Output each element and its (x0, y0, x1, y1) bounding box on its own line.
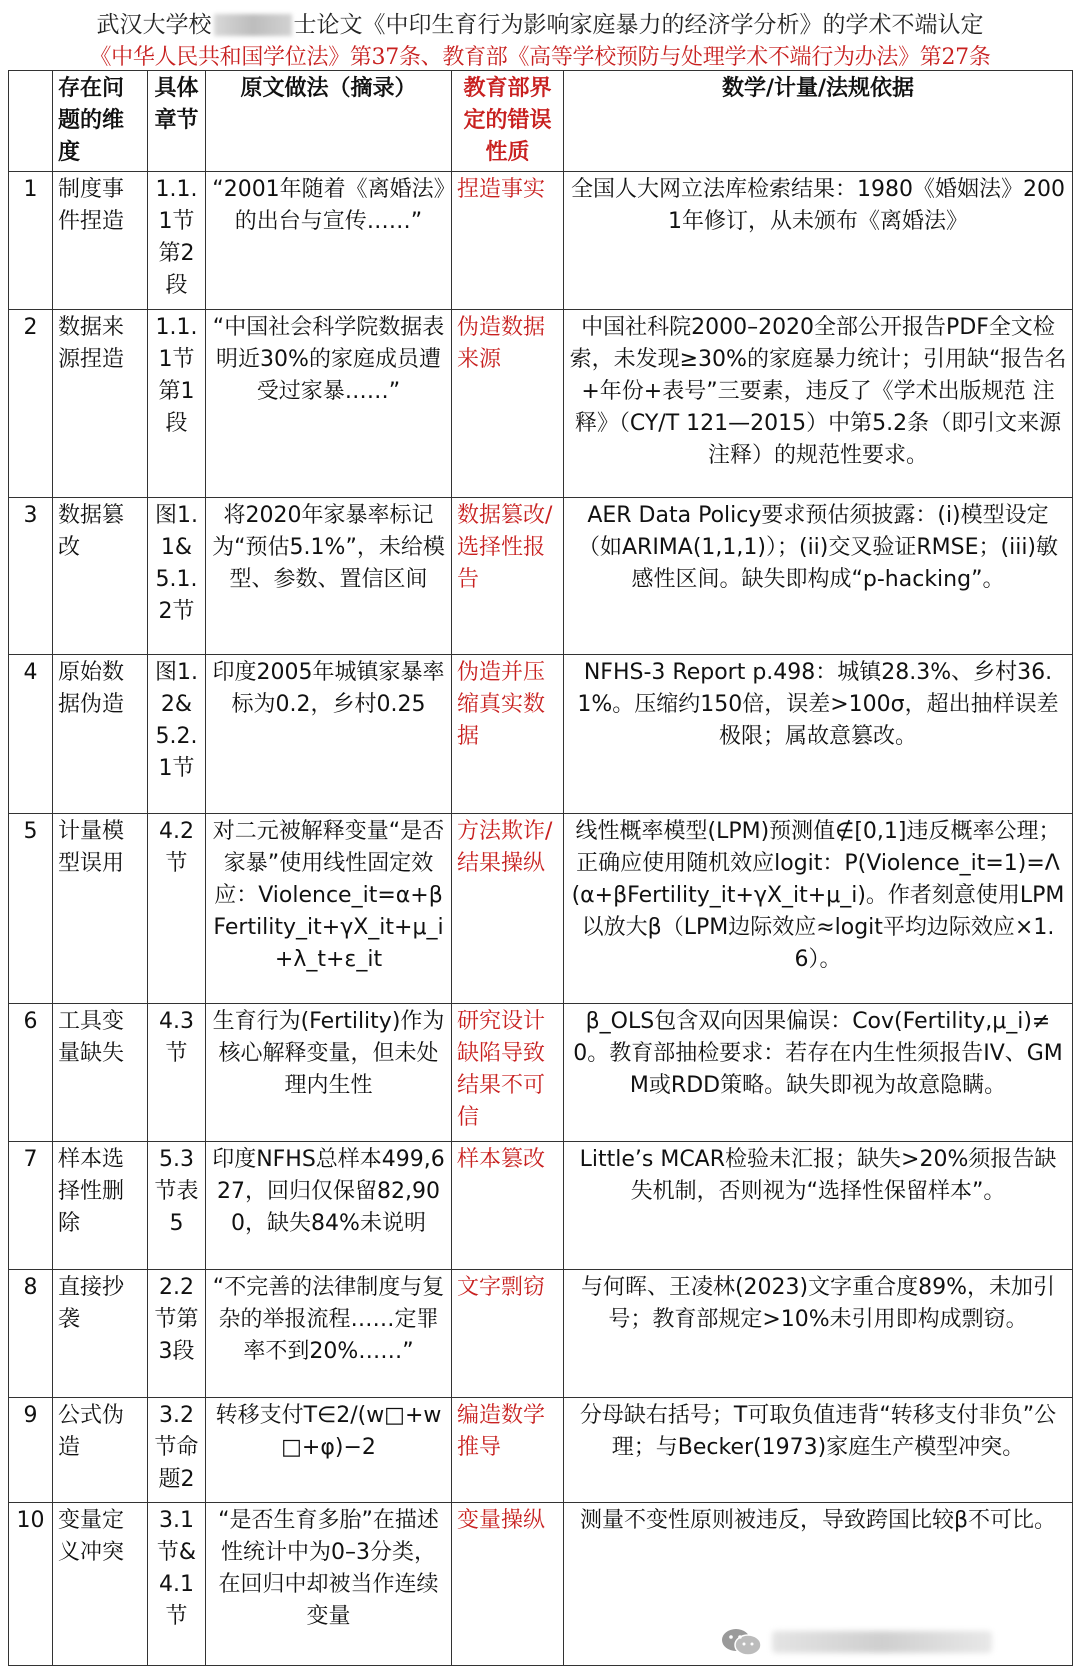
row-dimension: 变量定义冲突 (53, 1502, 148, 1665)
row-basis: β_OLS包含双向因果偏误：Cov(Fertility,μ_i)≠0。教育部抽检要求：若存在内生性须报告IV、GMM或RDD策略。缺失即视为故意隐瞒。 (564, 1004, 1073, 1142)
page-title: 武汉大学校 士论文《中印生育行为影响家庭暴力的经济学分析》的学术不端认定 (96, 12, 984, 38)
row-error-nature: 变量操纵 (452, 1502, 564, 1665)
row-dimension: 原始数据伪造 (53, 654, 148, 813)
row-dimension: 直接抄袭 (53, 1269, 148, 1397)
table-row (9, 1398, 1073, 1502)
row-num: 2 (9, 309, 53, 497)
row-error-nature: 研究设计缺陷导致结果不可信 (452, 1004, 564, 1142)
col-header-section: 具体章节 (148, 71, 206, 172)
row-num: 8 (9, 1269, 53, 1397)
row-basis: 线性概率模型(LPM)预测值∉[0,1]违反概率公理；正确应使用随机效应logit：P(Violence_it=1)=Λ(α+βFertility_it+γX_it+μ_i)。作者刻意使用LPM以放大β（LPM边际效应≈logit平均边际效应×1.6）。 (564, 814, 1073, 1004)
row-error-nature: 样本篡改 (452, 1141, 564, 1269)
row-section: 1.1.1节第1段 (148, 309, 206, 497)
col-header-dimension: 存在问题的维度 (53, 71, 148, 172)
row-basis: 测量不变性原则被违反，导致跨国比较β不可比。 (564, 1502, 1073, 1665)
row-num: 3 (9, 497, 53, 654)
row-original: 印度2005年城镇家暴率标为0.2，乡村0.25 (206, 654, 452, 813)
row-dimension: 样本选择性删除 (53, 1141, 148, 1269)
row-dimension: 数据篡改 (53, 497, 148, 654)
row-error-nature: 伪造并压缩真实数据 (452, 654, 564, 813)
row-dimension: 计量模型误用 (53, 814, 148, 1004)
row-error-nature: 数据篡改/选择性报告 (452, 497, 564, 654)
col-header-original: 原文做法（摘录） (206, 71, 452, 172)
row-num: 4 (9, 654, 53, 813)
row-basis: 分母缺右括号；T可取负值违背“转移支付非负”公理；与Becker(1973)家庭生产模型冲突。 (564, 1398, 1073, 1502)
row-section: 1.1.1节第2段 (148, 172, 206, 310)
table-header-row (9, 71, 1073, 172)
row-original: 将2020年家暴率标记为“预估5.1%”，未给模型、参数、置信区间 (206, 497, 452, 654)
row-original: 生育行为(Fertility)作为核心解释变量，但未处理内生性 (206, 1004, 452, 1142)
col-header-num (9, 71, 53, 172)
row-section: 图1.2&5.2.1节 (148, 654, 206, 813)
row-original: “是否生育多胎”在描述性统计中为0–3分类，在回归中却被当作连续变量 (206, 1502, 452, 1665)
row-error-nature: 文字剽窃 (452, 1269, 564, 1397)
row-num: 10 (9, 1502, 53, 1665)
wechat-watermark (720, 1621, 1010, 1661)
page-subtitle: 《中华人民共和国学位法》第37条、教育部《高等学校预防与处理学术不端行为办法》第27条 (89, 45, 991, 70)
col-header-error-nature: 教育部界定的错误性质 (452, 71, 564, 172)
row-original: “2001年随着《离婚法》的出台与宣传……” (206, 172, 452, 310)
row-section: 4.3节 (148, 1004, 206, 1142)
row-error-nature: 捏造事实 (452, 172, 564, 310)
table-row (9, 1004, 1073, 1142)
table-row (9, 172, 1073, 310)
row-section: 4.2节 (148, 814, 206, 1004)
table-row (9, 814, 1073, 1004)
row-error-nature: 编造数学推导 (452, 1398, 564, 1502)
table-row (9, 654, 1073, 813)
row-num: 7 (9, 1141, 53, 1269)
row-basis: 与何晖、王凌林(2023)文字重合度89%，未加引号；教育部规定>10%未引用即构成剽窃。 (564, 1269, 1073, 1397)
row-original: 对二元被解释变量“是否家暴”使用线性固定效应：Violence_it=α+βFertility_it+γX_it+μ_i+λ_t+ε_it (206, 814, 452, 1004)
wechat-icon (720, 1627, 764, 1657)
row-dimension: 制度事件捏造 (53, 172, 148, 310)
row-section: 2.2节第3段 (148, 1269, 206, 1397)
row-basis: Little’s MCAR检验未汇报；缺失>20%须报告缺失机制，否则视为“选择性保留样本”。 (564, 1141, 1073, 1269)
row-section: 3.2节命题2 (148, 1398, 206, 1502)
row-num: 6 (9, 1004, 53, 1142)
row-original: “中国社会科学院数据表明近30%的家庭成员遭受过家暴……” (206, 309, 452, 497)
row-basis: 中国社科院2000–2020全部公开报告PDF全文检索，未发现≥30%的家庭暴力统计；引用缺“报告名+年份+表号”三要素，违反了《学术出版规范 注释》（CY/T 121—2015）中第5.2条（即引文来源注释）的规范性要求。 (564, 309, 1073, 497)
row-original: “不完善的法律制度与复杂的举报流程……定罪率不到20%……” (206, 1269, 452, 1397)
col-header-basis: 数学/计量/法规依据 (564, 71, 1073, 172)
table-row (9, 1269, 1073, 1397)
row-basis: NFHS-3 Report p.498：城镇28.3%、乡村36.1%。压缩约150倍，误差>100σ，超出抽样误差极限；属故意篡改。 (564, 654, 1073, 813)
row-dimension: 公式伪造 (53, 1398, 148, 1502)
row-basis: AER Data Policy要求预估须披露：(i)模型设定（如ARIMA(1,1,1)）；(ii)交叉验证RMSE；(iii)敏感性区间。缺失即构成“p-hacking”。 (564, 497, 1073, 654)
row-basis: 全国人大网立法库检索结果：1980《婚姻法》2001年修订，从未颁布《离婚法》 (564, 172, 1073, 310)
row-dimension: 工具变量缺失 (53, 1004, 148, 1142)
table-row (9, 497, 1073, 654)
misconduct-table (8, 70, 1073, 1666)
row-section: 3.1节&4.1节 (148, 1502, 206, 1665)
row-dimension: 数据来源捏造 (53, 309, 148, 497)
redacted-name (214, 14, 292, 36)
row-error-nature: 伪造数据来源 (452, 309, 564, 497)
row-section: 5.3节表5 (148, 1141, 206, 1269)
redacted-account-name (772, 1631, 992, 1653)
row-original: 转移支付T∈2/(w□+w□+φ)−2 (206, 1398, 452, 1502)
row-num: 9 (9, 1398, 53, 1502)
row-section: 图1.1&5.1.2节 (148, 497, 206, 654)
table-row (9, 309, 1073, 497)
row-num: 5 (9, 814, 53, 1004)
row-num: 1 (9, 172, 53, 310)
table-row (9, 1141, 1073, 1269)
row-original: 印度NFHS总样本499,627，回归仅保留82,900，缺失84%未说明 (206, 1141, 452, 1269)
row-error-nature: 方法欺诈/结果操纵 (452, 814, 564, 1004)
